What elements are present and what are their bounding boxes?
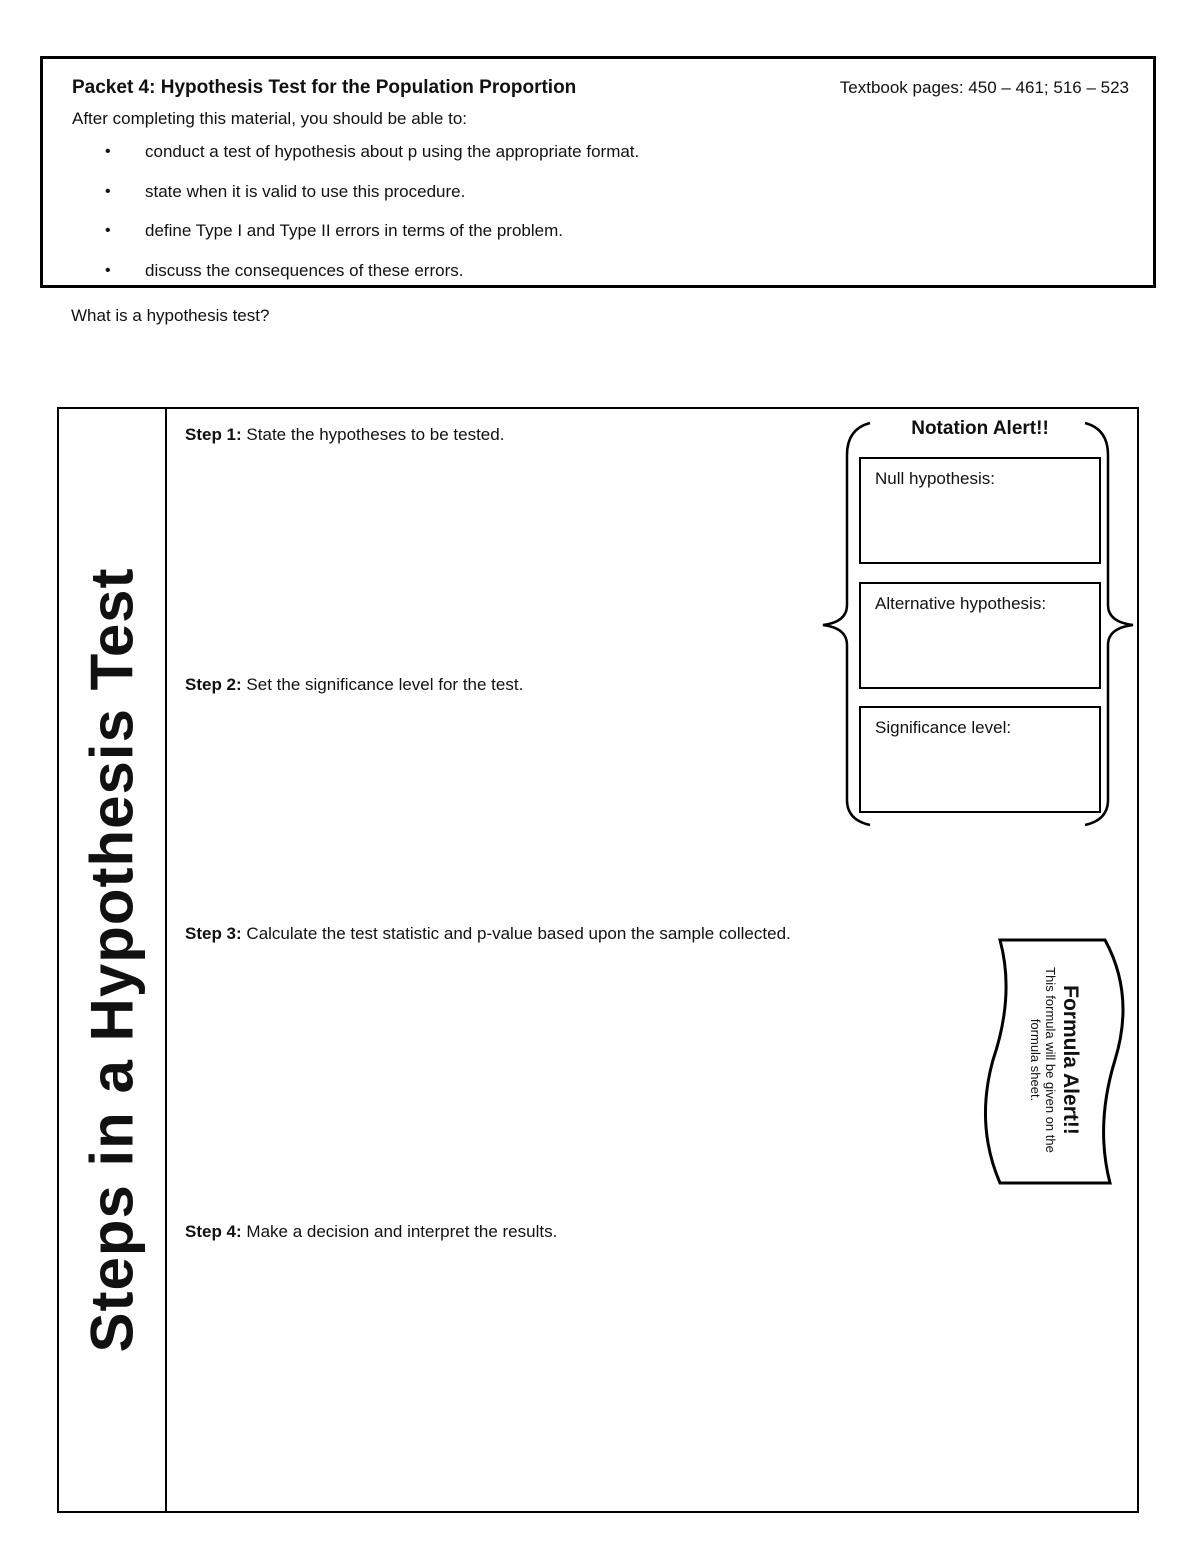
bullet-icon: • bbox=[105, 222, 111, 240]
null-hypothesis-cell bbox=[859, 457, 1101, 564]
hypothesis-test-question: What is a hypothesis test? bbox=[71, 306, 270, 325]
step-2 bbox=[185, 675, 523, 695]
objective-text: define Type I and Type II errors in terms of the problem. bbox=[145, 221, 563, 241]
cell-label: Significance level: bbox=[875, 718, 1012, 737]
objective-text: discuss the consequences of these errors. bbox=[145, 260, 464, 280]
objective-item bbox=[105, 258, 639, 298]
step-text: Calculate the test statistic and p-value based upon the sample collected. bbox=[246, 924, 791, 943]
steps-vertical-title: Steps in a Hypothesis Test bbox=[78, 567, 146, 1353]
significance-level-cell bbox=[859, 706, 1101, 813]
objectives-list bbox=[105, 139, 639, 297]
step-label: Step 2: bbox=[185, 675, 242, 694]
objective-item bbox=[105, 139, 639, 179]
step-label: Step 3: bbox=[185, 924, 242, 943]
objective-text: state when it is valid to use this procedure. bbox=[145, 181, 466, 201]
steps-divider bbox=[165, 407, 167, 1513]
packet-title-text: Hypothesis Test for the Population Proportion bbox=[160, 77, 577, 98]
formula-alert-title: Formula Alert!! bbox=[1059, 985, 1082, 1135]
step-text: State the hypotheses to be tested. bbox=[246, 425, 505, 444]
alternative-hypothesis-cell bbox=[859, 582, 1101, 689]
notation-alert-title: Notation Alert!! bbox=[911, 418, 1049, 439]
step-3 bbox=[185, 924, 791, 944]
intro-text: After completing this material, you should be able to: bbox=[72, 109, 467, 128]
objective-text: conduct a test of hypothesis about p using the appropriate format. bbox=[145, 142, 640, 161]
step-label: Step 4: bbox=[185, 1222, 242, 1241]
step-text: Set the significance level for the test. bbox=[246, 675, 524, 694]
step-text: Make a decision and interpret the results. bbox=[246, 1222, 558, 1241]
cell-label: Null hypothesis: bbox=[875, 469, 996, 488]
objective-item bbox=[105, 218, 639, 258]
textbook-pages: Textbook pages: 450 – 461; 516 – 523 bbox=[839, 78, 1129, 97]
objective-item bbox=[105, 179, 639, 219]
step-1 bbox=[185, 425, 504, 445]
formula-alert-note: This formula will be given on the formula sheet. bbox=[1028, 967, 1058, 1153]
step-4 bbox=[185, 1222, 557, 1242]
formula-alert bbox=[1028, 965, 1082, 1155]
bullet-icon: • bbox=[105, 143, 111, 160]
packet-title bbox=[72, 77, 576, 99]
cell-label: Alternative hypothesis: bbox=[875, 594, 1047, 613]
bullet-icon: • bbox=[105, 182, 111, 200]
objectives-header-box bbox=[40, 56, 1156, 288]
step-label: Step 1: bbox=[185, 425, 242, 444]
bullet-icon: • bbox=[105, 261, 111, 279]
packet-label: Packet 4: bbox=[72, 77, 156, 98]
